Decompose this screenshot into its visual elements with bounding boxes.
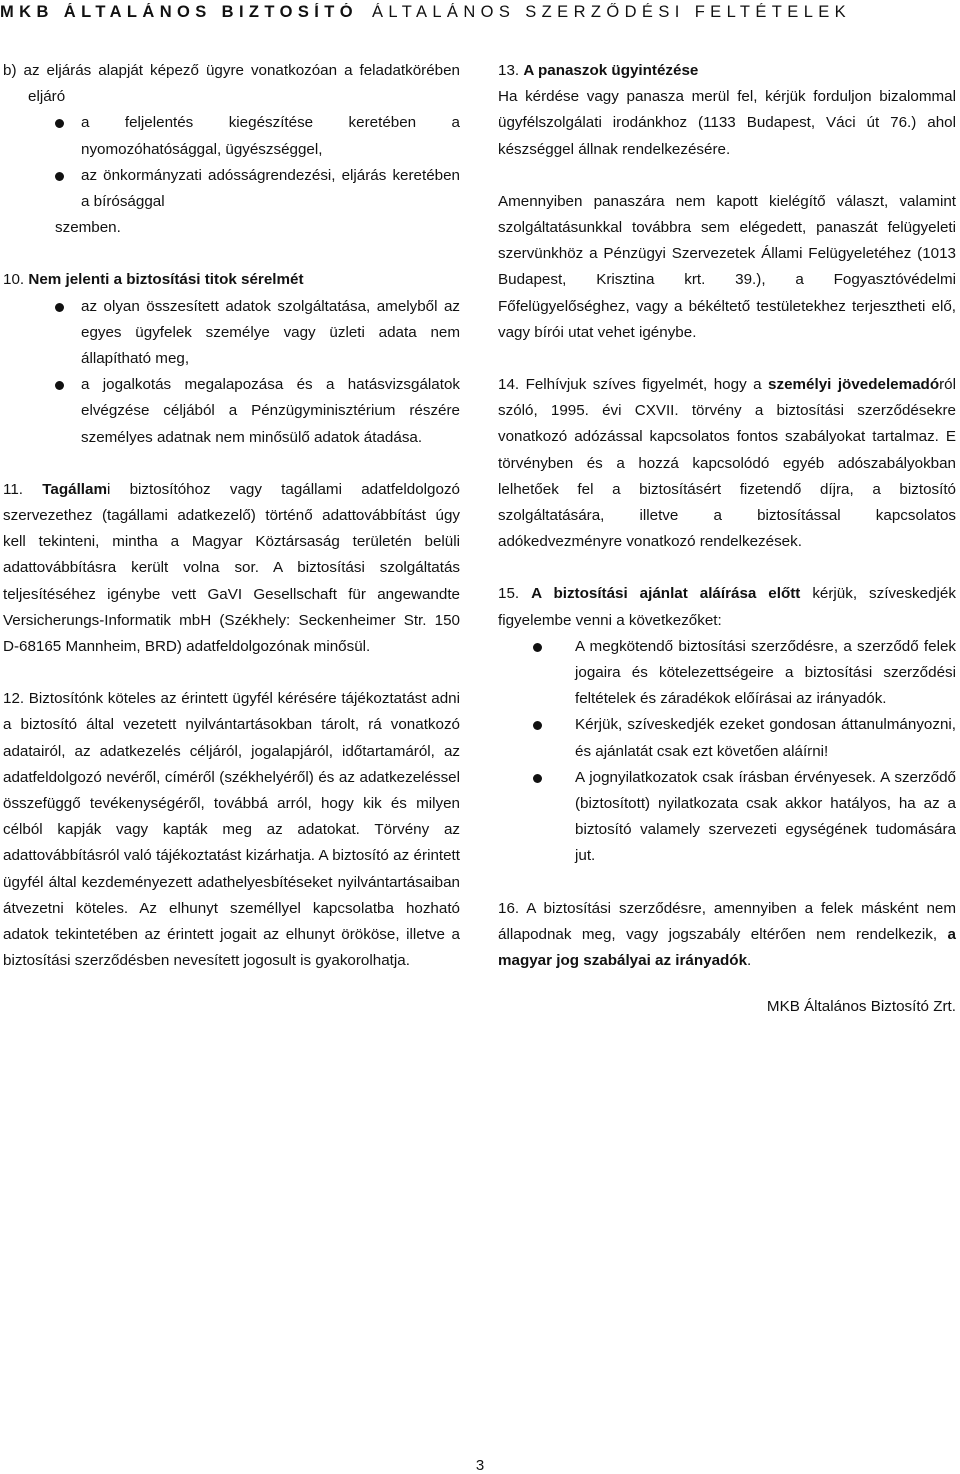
right-column <box>498 58 956 1021</box>
list-item: A jognyilatkozatok csak írásban érvényesek. A szerződő (biztosított) nyilatkozata csak akkor hatályos, ha az a biztosító valamely szervezeti egységének tudomására jut. <box>498 765 956 870</box>
section-10-bullets <box>3 294 460 451</box>
clause-b-bullets <box>3 110 460 215</box>
section-13-paragraph-1: Ha kérdése vagy panasza merül fel, kérjük forduljon bizalommal ügyfélszolgálati irodánkhoz (1133 Budapest, Váci út 76.) ahol készséggel állnak rendelkezésére. <box>498 88 956 158</box>
list-item: az önkormányzati adósságrendezési, eljárás keretében a bírósággal <box>3 163 460 215</box>
list-item: A megkötendő biztosítási szerződésre, a szerződő felek jogaira és kötelezettségeire a biztosítási szerződési feltételek és záradékok előírásai az irányadók. <box>498 634 956 713</box>
bullet-icon <box>55 303 64 312</box>
signature: MKB Általános Biztosító Zrt. <box>766 998 956 1016</box>
clause-b-intro: b) az eljárás alapját képező ügyre vonatkozóan a feladatkörében eljáró <box>3 62 460 106</box>
section-11: 11. Tagállami biztosítóhoz vagy tagállami adatfeldolgozó szervezethez (tagállami adatkezelő) történő adattovábbítást úgy kell tekinteni, mintha a Magyar Köztársaság területén belüli adattovábbításra került volna sor. A biztosítási szolgáltatás teljesítéséhez igénybe vett GaVI Gesellschaft für angewandte Versicherungs-Informatik mbH (Székhely: Seckenheimer Str. 150 D-68165 Mannheim, BRD) adatfeldolgozónak minősül. <box>3 480 460 656</box>
list-item: az olyan összesített adatok szolgáltatása, amelyből az egyes ügyfelek személye vagy üzleti adata nem állapítható meg, <box>3 294 460 373</box>
bullet-icon <box>55 172 64 181</box>
bullet-icon <box>533 774 542 783</box>
page-number: 3 <box>475 1457 485 1474</box>
section-13-heading: 13. A panaszok ügyintézése <box>498 62 699 79</box>
section-15-bullets <box>498 634 956 870</box>
header-brand: MKB ÁLTALÁNOS BIZTOSÍTÓ <box>0 3 358 21</box>
clause-b-end: szemben. <box>55 219 121 237</box>
list-item: a jogalkotás megalapozása és a hatásvizsgálatok elvégzése céljából a Pénzügyminisztérium részére személyes adatnak nem minősülő adatok átadása. <box>3 372 460 451</box>
section-13-paragraph-2: Amennyiben panaszára nem kapott kielégítő választ, valamint szolgáltatásunkkal továbbra sem elégedett, panaszát felügyeleti szervünkhöz a Pénzügyi Szervezetek Állami Felügyeletéhez (1013 Budapest, Krisztina krt. 39.), a Fogyasztóvédelmi Főfelügyelőséghez, vagy a békéltető testületekhez terjesztheti elő, vagy bírói utat vehet igénybe. <box>498 192 956 341</box>
running-header <box>0 3 960 23</box>
section-10-heading: 10. Nem jelenti a biztosítási titok sérelmét <box>3 271 304 289</box>
list-item: a feljelentés kiegészítése keretében a nyomozóhatósággal, ügyészséggel, <box>3 110 460 162</box>
section-15-intro: 15. A biztosítási ajánlat aláírása előtt kérjük, szíveskedjék figyelembe venni a következőket: <box>498 585 956 629</box>
left-column <box>3 58 460 975</box>
bullet-icon <box>55 381 64 390</box>
list-item: Kérjük, szíveskedjék ezeket gondosan áttanulmányozni, és ajánlatát csak ezt követően aláírni! <box>498 712 956 764</box>
bullet-icon <box>533 643 542 652</box>
bullet-icon <box>55 119 64 128</box>
section-12: 12. Biztosítónk köteles az érintett ügyfél kérésére tájékoztatást adni a biztosító által vezetett nyilvántartásokban tárolt, rá vonatkozó adatairól, az adatkezelés céljáról, jogalapjáról, időtartamáról, az adatfeldolgozó nevéről, címéről (székhelyéről) és az adatkezeléssel összefüggő tevékenységéről, továbbá arról, hogy kik és milyen célból kapják vagy kapták meg az adatokat. Törvény az adattovábbításról való tájékoztatást kizárhatja. A biztosító az érintett ügyfél által kezdeményezett adathelyesbítéseket nyilvántartásaiban átvezetni köteles. Az elhunyt személlyel kapcsolatba hozható adatok tekintetében az érintett jogait az elhunyt örököse, illetve a biztosítási szerződésben nevesített jogosult is gyakorolhatja. <box>3 690 460 970</box>
bullet-icon <box>533 721 542 730</box>
section-14: 14. Felhívjuk szíves figyelmét, hogy a személyi jövedelemadóról szóló, 1995. évi CXVII. törvény a biztosítási szerződésekre vonatkozó adózással kapcsolatos fontos szabályokat tartalmaz. E törvényben és a hozzá kapcsolódó egyéb adószabályokban lelhetőek fel a biztosításért fizetendő díjra, a biztosító szolgáltatására, illetve a biztosítással kapcsolatos adókedvezményre vonatkozó rendelkezések. <box>498 376 956 551</box>
header-title: ÁLTALÁNOS SZERZŐDÉSI FELTÉTELEK <box>371 3 852 21</box>
section-16: 16. A biztosítási szerződésre, amennyiben a felek másként nem állapodnak meg, vagy jogszabály eltérően nem rendelkezik, a magyar jog szabályai az irányadók. <box>498 899 956 970</box>
